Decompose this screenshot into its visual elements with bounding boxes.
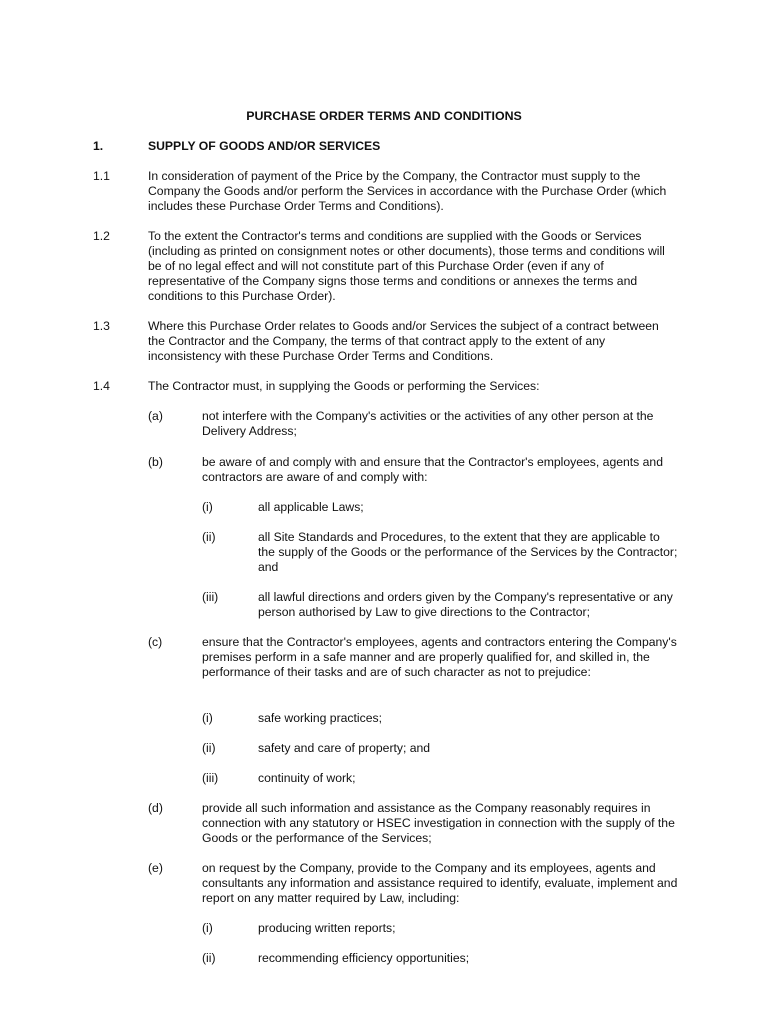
- subclause-label: (b): [148, 455, 163, 469]
- item-label: (iii): [202, 590, 219, 604]
- item-text: continuity of work;: [258, 771, 356, 785]
- clause-number: 1.3: [93, 319, 110, 333]
- clause-text: To the extent the Contractor's terms and conditions are supplied with the Goods or Services (including as printed on consignment notes or other documents), those terms and conditions will be of no legal effect and will not constitute part of this Purchase Order (even if any of representative of the Company signs those terms and conditions or annexes the terms and conditions to this Purchase Order).: [148, 229, 665, 303]
- clause-text: In consideration of payment of the Price by the Company, the Contractor must supply to the Company the Goods and/or perform the Services in accordance with the Purchase Order (which includes these Purchase Order Terms and Conditions).: [148, 169, 667, 213]
- item-text: all Site Standards and Procedures, to the extent that they are applicable to the supply of the Goods or the performance of the Services by the Contractor; and: [258, 530, 678, 574]
- subclause-label: (a): [148, 409, 163, 423]
- subclause-text: not interfere with the Company's activities or the activities of any other person at the Delivery Address;: [202, 409, 654, 438]
- clause-number: 1.1: [93, 169, 110, 183]
- item-label: (iii): [202, 771, 219, 785]
- subclause-text: provide all such information and assistance as the Company reasonably requires in connection with any statutory or HSEC investigation in connection with the supply of the Goods or the performance of the Services;: [202, 801, 675, 845]
- item-text: all applicable Laws;: [258, 500, 364, 514]
- item-label: (i): [202, 921, 213, 935]
- item-text: all lawful directions and orders given by the Company's representative or any person authorised by Law to give directions to the Contractor;: [258, 590, 673, 619]
- item-text: recommending efficiency opportunities;: [258, 951, 470, 965]
- clause-text: The Contractor must, in supplying the Goods or performing the Services:: [148, 379, 540, 393]
- item-text: safety and care of property; and: [258, 741, 431, 755]
- item-label: (i): [202, 500, 213, 514]
- item-label: (i): [202, 711, 213, 725]
- section-heading: SUPPLY OF GOODS AND/OR SERVICES: [148, 139, 381, 153]
- subclause-text: be aware of and comply with and ensure that the Contractor's employees, agents and contractors are aware of and comply with:: [202, 455, 663, 484]
- section-number: 1.: [93, 139, 104, 153]
- clause-text: Where this Purchase Order relates to Goods and/or Services the subject of a contract between the Contractor and the Company, the terms of that contract apply to the extent of any inconsistency with these Purchase Order Terms and Conditions.: [148, 319, 659, 363]
- document-title: PURCHASE ORDER TERMS AND CONDITIONS: [246, 109, 522, 123]
- subclause-label: (d): [148, 801, 163, 815]
- item-label: (ii): [202, 530, 216, 544]
- subclause-label: (e): [148, 861, 163, 875]
- subclause-text: on request by the Company, provide to the Company and its employees, agents and consultants any information and assistance required to identify, evaluate, implement and report on any matter required by Law, including:: [202, 861, 678, 905]
- item-text: safe working practices;: [258, 711, 382, 725]
- item-text: producing written reports;: [258, 921, 396, 935]
- clause-number: 1.2: [93, 229, 110, 243]
- subclause-text: ensure that the Contractor's employees, agents and contractors entering the Company's premises perform in a safe manner and are properly qualified for, and skilled in, the performance of their tasks and are of such character as not to prejudice:: [202, 635, 677, 679]
- subclause-label: (c): [148, 635, 163, 649]
- clause-number: 1.4: [93, 379, 110, 393]
- item-label: (ii): [202, 741, 216, 755]
- item-label: (ii): [202, 951, 216, 965]
